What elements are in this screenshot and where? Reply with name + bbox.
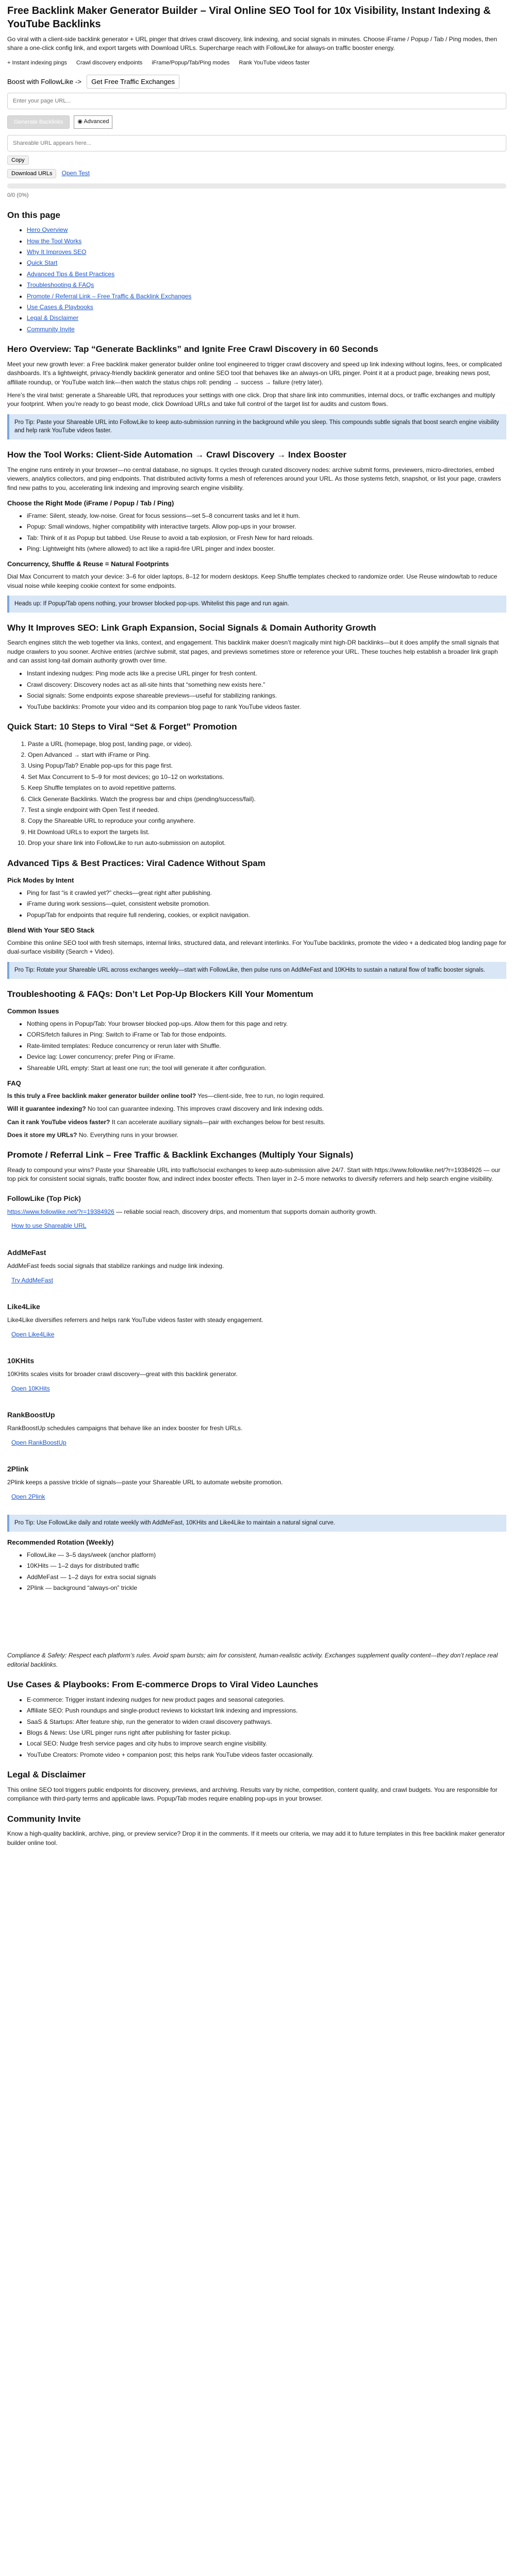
toc-link-usecases[interactable]: Use Cases & Playbooks bbox=[27, 303, 93, 311]
feature-tags bbox=[7, 59, 506, 67]
legal-section bbox=[7, 1769, 506, 1803]
open-10khits-link[interactable]: Open 10KHits bbox=[11, 1384, 50, 1392]
issue-popup: • Nothing opens in Popup/Tab: Your browser blocked pop-ups. Allow them for this page and retry. bbox=[27, 1020, 506, 1028]
faq-answer: Yes—client-side, free to run, no login required. bbox=[197, 1092, 325, 1099]
hero-section bbox=[7, 343, 506, 439]
usecases-title: Use Cases & Playbooks: From E-commerce Drops to Viral Video Launches bbox=[7, 1680, 319, 1690]
tab-free-traffic[interactable]: Get Free Traffic Exchanges bbox=[87, 75, 179, 89]
usecase-local: • Local SEO: Nudge fresh service pages and city hubs to improve search engine visibility. bbox=[27, 1739, 506, 1748]
toc-link-hero[interactable]: Hero Overview bbox=[27, 226, 68, 234]
usecase-youtube: • YouTube Creators: Promote video + companion post; this helps rank YouTube videos faster occasionally. bbox=[27, 1751, 506, 1759]
blend-paragraph: Combine this online SEO tool with fresh sitemaps, internal links, structured data, and relevant interlinks. For YouTube backlinks, promote the video + a dedicated blog landing page for dual-surface visibility (Search + Video). bbox=[7, 939, 506, 956]
followlike-link[interactable]: https://www.followlike.net/?r=19384926 bbox=[7, 1208, 114, 1216]
toc-link-legal[interactable]: Legal & Disclaimer bbox=[27, 314, 79, 322]
faq-answer: No tool can guarantee indexing. This improves crawl discovery and link indexing odds. bbox=[87, 1105, 324, 1113]
usecases-list bbox=[18, 1696, 506, 1759]
why-item-2: • Crawl discovery: Discovery nodes act as all-site hints that “something new exists here.” bbox=[27, 681, 506, 689]
issue-cors: • CORS/fetch failures in Ping: Switch to iFrame or Tab for those endpoints. bbox=[27, 1030, 506, 1039]
quick-step-8: 8. Copy the Shareable URL to reproduce your config anywhere. bbox=[28, 817, 506, 825]
promote-tip: Pro Tip: Use FollowLike daily and rotate weekly with AddMeFast, 10KHits and Like4Like to maintain a natural signal curve. bbox=[7, 1515, 506, 1532]
exchange-name: 2Plink bbox=[7, 1465, 29, 1473]
faq-question: Can it rank YouTube videos faster? bbox=[7, 1118, 110, 1126]
toc-link-promote[interactable]: Promote / Referral Link – Free Traffic & Backlink Exchanges bbox=[27, 292, 192, 300]
quick-step-10: 10. Drop your share link into FollowLike to run auto-submission on autopilot. bbox=[28, 839, 506, 848]
advanced-title: Advanced Tips & Best Practices: Viral Cadence Without Spam bbox=[7, 858, 266, 868]
toc-title: On this page bbox=[7, 210, 60, 220]
open-test-link[interactable]: Open Test bbox=[61, 170, 90, 177]
hero-paragraph-2: Here’s the viral twist: generate a Shareable URL that reproduces your settings with one click. Drop that share link into communities, internal docs, or traffic exchanges and multiply your footprint. When you’re ready to go beast mode, click Download URLs and take full control of the target list for audits and custom flows. bbox=[7, 392, 496, 408]
exchange-description: AddMeFast feeds social signals that stabilize rankings and nudge link indexing. bbox=[7, 1262, 224, 1270]
exchange-card bbox=[7, 1355, 506, 1400]
rotation-list bbox=[18, 1551, 506, 1593]
blend-title: Blend With Your SEO Stack bbox=[7, 926, 95, 935]
exchange-name: AddMeFast bbox=[7, 1248, 46, 1257]
pick-mode-popup-tab: • Popup/Tab for endpoints that require full rendering, cookies, or explicit navigation. bbox=[27, 911, 506, 920]
quick-step-2: 2. Open Advanced → start with iFrame or Ping. bbox=[28, 751, 506, 759]
why-section bbox=[7, 622, 506, 711]
quick-step-5: 5. Keep Shuffle templates on to avoid repetitive patterns. bbox=[28, 784, 506, 792]
troubleshooting-section bbox=[7, 988, 506, 1140]
exchange-card bbox=[7, 1464, 506, 1509]
mode-popup: • Popup: Small windows, higher compatibility with interactive targets. Allow pop-ups in your browser. bbox=[27, 522, 506, 531]
pick-modes-list bbox=[18, 889, 506, 920]
spacer bbox=[7, 1602, 506, 1643]
faq-item bbox=[7, 1131, 506, 1140]
why-paragraph-1: Search engines stitch the web together via links, context, and engagement. This backlink maker doesn’t magically mint high-DR backlinks—but it does amplify the small signals that nudge crawlers to you sooner. Archive entries (archive submit, stat pages, and previews sometimes store or reference your URL. These touches help establish a broader link graph and can assist long-tail domain authority growth over time. bbox=[7, 639, 499, 665]
rotation-item-2: • 10KHits — 1–2 days for distributed traffic bbox=[27, 1562, 506, 1570]
advanced-radio-icon: ◉ bbox=[77, 118, 82, 125]
progress-text: 0/0 (0%) bbox=[7, 192, 29, 198]
legal-paragraph: This online SEO tool triggers public endpoints for discovery, previews, and archiving. Results vary by niche, competition, content quality, and crawl budgets. You are responsible for compliance with third-party terms and applicable laws. Popup/Tab modes require enabling pop-ups in your browser. bbox=[7, 1786, 498, 1803]
toc-link-community[interactable]: Community Invite bbox=[27, 325, 75, 333]
modes-title: Choose the Right Mode (iFrame / Popup / Tab / Ping) bbox=[7, 499, 174, 507]
common-issues-title: Common Issues bbox=[7, 1007, 59, 1015]
toc-link-how[interactable]: How the Tool Works bbox=[27, 237, 82, 245]
issue-rate-limited: • Rate-limited templates: Reduce concurrency or rerun later with Shuffle. bbox=[27, 1042, 506, 1050]
tag-modes: iFrame/Popup/Tab/Ping modes bbox=[152, 59, 230, 66]
toc-link-advanced[interactable]: Advanced Tips & Best Practices bbox=[27, 270, 115, 278]
copy-button[interactable]: Copy bbox=[7, 156, 29, 165]
hero-paragraph-1: Meet your new growth lever: a Free backlink maker generator builder online tool engineered to trigger crawl discovery and speed up link indexing without logins, fees, or complicated dashboards. It’s a lightweight, privacy-friendly backlink generator and online SEO tool that behaves like an always-on URL pinger. Point it at a product page, breaking news post, affiliate roundup, or YouTube watch link—then watch the status chips roll: pending → success → failure (retry later). bbox=[7, 360, 502, 386]
mode-iframe: • iFrame: Silent, steady, low-noise. Great for focus sessions—set 5–8 concurrent tasks and let it hum. bbox=[27, 512, 506, 520]
exchange-description: 2Plink keeps a passive trickle of signals—paste your Shareable URL to automate website promotion. bbox=[7, 1479, 283, 1486]
advanced-label: Advanced bbox=[84, 118, 109, 125]
faq-item bbox=[7, 1118, 506, 1127]
open-2plink-link[interactable]: Open 2Plink bbox=[11, 1493, 45, 1500]
exchange-name: Like4Like bbox=[7, 1302, 40, 1311]
faq-question: Does it store my URLs? bbox=[7, 1131, 77, 1139]
usecase-blogs: • Blogs & News: Use URL pinger runs right after publishing for faster pickup. bbox=[27, 1728, 506, 1737]
pick-modes-title: Pick Modes by Intent bbox=[7, 876, 74, 885]
community-paragraph: Know a high-quality backlink, archive, ping, or preview service? Drop it in the comments. If it meets our criteria, we may add it to future templates in this free backlink maker generator builder online tool. bbox=[7, 1830, 505, 1846]
exchange-description: RankBoostUp schedules campaigns that behave like an index booster for fresh URLs. bbox=[7, 1425, 243, 1432]
hero-tip: Pro Tip: Paste your Shareable URL into FollowLike to keep auto-submission running in the background while you sleep. This compounds subtle signals that boost search engine visibility and help rank YouTube videos faster. bbox=[7, 414, 506, 439]
quick-step-1: 1. Paste a URL (homepage, blog post, landing page, or video). bbox=[28, 740, 506, 749]
faq-question: Is this truly a Free backlink maker generator builder online tool? bbox=[7, 1092, 196, 1099]
promote-title: Promote / Referral Link – Free Traffic & Backlink Exchanges (Multiply Your Signals) bbox=[7, 1150, 354, 1160]
exchange-card bbox=[7, 1247, 506, 1292]
exchange-name: FollowLike (Top Pick) bbox=[7, 1194, 81, 1202]
concurrency-title: Concurrency, Shuffle & Reuse = Natural Footprints bbox=[7, 560, 169, 568]
exchange-description: 10KHits scales visits for broader crawl discovery—great with this backlink generator. bbox=[7, 1370, 238, 1378]
followlike-description: — reliable social reach, discovery drips, and momentum that supports domain authority growth. bbox=[116, 1208, 377, 1216]
quick-step-6: 6. Click Generate Backlinks. Watch the progress bar and chips (pending/success/fail). bbox=[28, 795, 506, 804]
pick-mode-iframe: • iFrame during work sessions—quiet, consistent website promotion. bbox=[27, 900, 506, 908]
promote-paragraph: Ready to compound your wins? Paste your Shareable URL into traffic/social exchanges to keep auto-submission alive 24/7. Start with https://www.followlike.net/?r=19384926 — our top pick for consistent social signals, traffic booster flow, and indirect index booster effects. Then layer in 2–5 more networks to diversify referrers and help search engine visibility. bbox=[7, 1166, 501, 1183]
community-section bbox=[7, 1813, 506, 1848]
exchange-name: RankBoostUp bbox=[7, 1411, 55, 1419]
how-to-use-shareable-link[interactable]: How to use Shareable URL bbox=[11, 1222, 87, 1230]
exchange-name: 10KHits bbox=[7, 1357, 35, 1365]
advanced-section bbox=[7, 857, 506, 979]
how-section bbox=[7, 449, 506, 613]
control-row bbox=[7, 115, 506, 129]
compliance-note: Compliance & Safety: Respect each platform’s rules. Avoid spam bursts; aim for consistent, human-realistic activity. Exchanges supplement quality content—they don’t replace real editorial backlinks. bbox=[7, 1652, 498, 1668]
exchange-description: Like4Like diversifies referrers and helps rank YouTube videos faster with steady engagement. bbox=[7, 1316, 263, 1324]
download-row bbox=[7, 169, 506, 178]
generate-backlinks-button[interactable]: Generate Backlinks bbox=[7, 115, 70, 129]
progress-bar bbox=[7, 183, 506, 189]
usecase-affiliate: • Affiliate SEO: Push roundups and single-product reviews to kickstart link indexing and impressions. bbox=[27, 1706, 506, 1715]
how-title: How the Tool Works: Client-Side Automation → Crawl Discovery → Index Booster bbox=[7, 450, 347, 460]
concurrency-paragraph: Dial Max Concurrent to match your device: 3–6 for older laptops, 8–12 for modern desktops. Keep Shuffle templates checked to randomize order. Use Reuse window/tab to reduce visual noise while keeping cookie context for some endpoints. bbox=[7, 573, 498, 589]
exchange-description bbox=[7, 1208, 506, 1216]
toc-link-why[interactable]: Why It Improves SEO bbox=[27, 248, 87, 256]
toc-link-quick[interactable]: Quick Start bbox=[27, 259, 58, 267]
advanced-tip: Pro Tip: Rotate your Shareable URL across exchanges weekly—start with FollowLike, then pulse runs on AddMeFast and 10KHits to sustain a natural flow of traffic booster signals. bbox=[7, 962, 506, 979]
top-tabs bbox=[7, 75, 506, 89]
community-title: Community Invite bbox=[7, 1814, 81, 1824]
url-input[interactable] bbox=[7, 93, 506, 109]
download-urls-button[interactable]: Download URLs bbox=[7, 169, 56, 178]
issue-device-lag: • Device lag: Lower concurrency; prefer Ping or iFrame. bbox=[27, 1053, 506, 1061]
toc-list bbox=[18, 226, 506, 334]
faq-item bbox=[7, 1092, 506, 1100]
why-item-3: • Social signals: Some endpoints expose shareable previews—useful for stabilizing rankings. bbox=[27, 691, 506, 700]
quick-section bbox=[7, 721, 506, 848]
why-item-1: • Instant indexing nudges: Ping mode acts like a precise URL pinger for fresh content. bbox=[27, 669, 506, 678]
toc-link-troubleshooting[interactable]: Troubleshooting & FAQs bbox=[27, 281, 94, 289]
faq-title: FAQ bbox=[7, 1079, 21, 1087]
tag-rank-youtube: Rank YouTube videos faster bbox=[239, 59, 310, 66]
usecase-saas: • SaaS & Startups: After feature ship, run the generator to widen crawl discovery pathways. bbox=[27, 1718, 506, 1726]
hero-title: Hero Overview: Tap “Generate Backlinks” and Ignite Free Crawl Discovery in 60 Seconds bbox=[7, 344, 378, 354]
tag-instant-indexing: + Instant indexing pings bbox=[7, 59, 67, 66]
usecase-ecommerce: • E-commerce: Trigger instant indexing nudges for new product pages and seasonal categories. bbox=[27, 1696, 506, 1704]
mode-ping: • Ping: Lightweight hits (where allowed) to act like a rapid-fire URL pinger and index booster. bbox=[27, 545, 506, 553]
troubleshooting-title: Troubleshooting & FAQs: Don’t Let Pop-Up Blockers Kill Your Momentum bbox=[7, 989, 314, 999]
quick-step-3: 3. Using Popup/Tab? Enable pop-ups for this page first. bbox=[28, 761, 506, 770]
quick-title: Quick Start: 10 Steps to Viral “Set & Forget” Promotion bbox=[7, 722, 237, 732]
faq-item bbox=[7, 1105, 506, 1113]
mode-tab: • Tab: Think of it as Popup but tabbed. Use Reuse to avoid a tab explosion, or Fresh New for hard reloads. bbox=[27, 534, 506, 543]
issues-list bbox=[18, 1020, 506, 1073]
open-rankboostup-link[interactable]: Open RankBoostUp bbox=[11, 1438, 67, 1446]
how-tip: Heads up: If Popup/Tab opens nothing, your browser blocked pop-ups. Whitelist this page and run again. bbox=[7, 596, 506, 613]
exchange-card bbox=[7, 1193, 506, 1238]
exchange-card bbox=[7, 1301, 506, 1346]
why-title: Why It Improves SEO: Link Graph Expansion, Social Signals & Domain Authority Growth bbox=[7, 622, 376, 633]
page-title: Free Backlink Maker Generator Builder – Viral Online SEO Tool for 10x Visibility, Instant Indexing & YouTube Backlinks bbox=[7, 5, 491, 30]
promote-section bbox=[7, 1149, 506, 1592]
advanced-toggle[interactable] bbox=[74, 115, 112, 129]
usecases-section bbox=[7, 1679, 506, 1759]
legal-title: Legal & Disclaimer bbox=[7, 1770, 86, 1780]
rotation-item-4: • 2Plink — background “always-on” trickle bbox=[27, 1584, 506, 1592]
quick-steps bbox=[7, 740, 506, 848]
shareable-url-field[interactable] bbox=[7, 135, 506, 151]
faq-question: Will it guarantee indexing? bbox=[7, 1105, 86, 1113]
faq-answer: It can accelerate auxiliary signals—pair with exchanges below for best results. bbox=[111, 1118, 325, 1126]
modes-list bbox=[18, 512, 506, 554]
faq-answer: No. Everything runs in your browser. bbox=[78, 1131, 179, 1139]
quick-step-9: 9. Hit Download URLs to export the targets list. bbox=[28, 828, 506, 837]
try-addmefast-link[interactable]: Try AddMeFast bbox=[11, 1276, 53, 1284]
open-like4like-link[interactable]: Open Like4Like bbox=[11, 1330, 55, 1338]
issue-shareable-empty: • Shareable URL empty: Start at least one run; the tool will generate it after configuration. bbox=[27, 1064, 506, 1073]
exchange-card bbox=[7, 1410, 506, 1454]
quick-step-7: 7. Test a single endpoint with Open Test if needed. bbox=[28, 806, 506, 815]
pick-mode-ping: • Ping for fast “is it crawled yet?” checks—great right after publishing. bbox=[27, 889, 506, 897]
why-item-4: • YouTube backlinks: Promote your video and its companion blog page to rank YouTube videos faster. bbox=[27, 703, 506, 711]
quick-step-4: 4. Set Max Concurrent to 5–9 for most devices; go 10–12 on workstations. bbox=[28, 773, 506, 782]
rotation-title: Recommended Rotation (Weekly) bbox=[7, 1538, 114, 1546]
how-paragraph-1: The engine runs entirely in your browser—no central database, no signups. It cycles through curated discovery nodes: archive submit forms, previewers, micro-directories, embed viewers, analytics collectors, and ping endpoints. That distributed activity forms a mesh of references around your URL. As those systems fetch, snapshot, or list your page, crawlers find new paths to you, accelerating link indexing and improving search engine visibility. bbox=[7, 466, 501, 492]
rotation-item-1: • FollowLike — 3–5 days/week (anchor platform) bbox=[27, 1551, 506, 1560]
intro-text: Go viral with a client-side backlink generator + URL pinger that drives crawl discovery, link indexing, and social signals in minutes. Choose iFrame / Popup / Tab / Ping modes, then share a one-click config link, and export targets with Download URLs. Supercharge reach with FollowLike for always-on traffic booster energy. bbox=[7, 36, 497, 52]
tag-crawl-discovery: Crawl discovery endpoints bbox=[76, 59, 143, 66]
rotation-item-3: • AddMeFast — 1–2 days for extra social signals bbox=[27, 1573, 506, 1582]
tab-boost-followlike[interactable]: Boost with FollowLike -> bbox=[7, 75, 81, 89]
why-list bbox=[18, 669, 506, 711]
